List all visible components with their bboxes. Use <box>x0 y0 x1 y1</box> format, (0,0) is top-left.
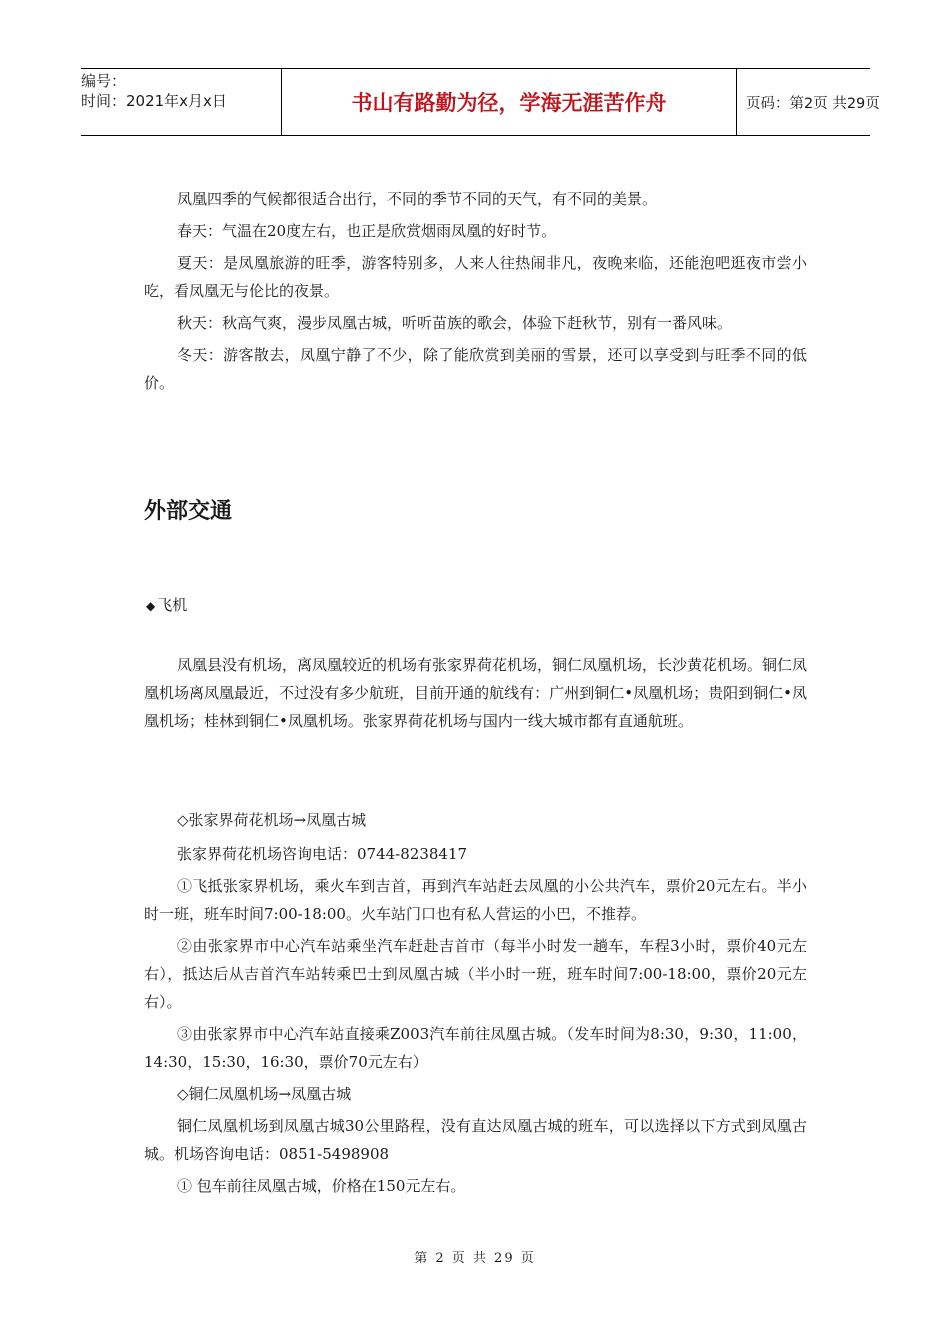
zhangjiajie-phone: 张家界荷花机场咨询电话：0744-8238417 <box>177 845 468 863</box>
route-option-2: ②由张家界市中心汽车站乘坐汽车赶赴吉首市（每半小时发一趟车，车程3小时，票价40元左右），抵达后从吉首汽车站转乘巴士到凤凰古城（半小时一班，班车时间7:00-18:00，票价20元左右）。 <box>144 937 807 1011</box>
tongren-option-1: ① 包车前往凤凰古城，价格在150元左右。 <box>177 1177 466 1195</box>
climate-winter: 冬天：游客散去，凤凰宁静了不少，除了能欣赏到美丽的雪景，还可以享受到与旺季不同的低价。 <box>144 346 807 392</box>
header-meta <box>81 69 281 135</box>
bullet-label: 飞机 <box>157 596 188 614</box>
date-label: 时间：2021年x月x日 <box>81 92 227 110</box>
climate-summer: 夏天：是凤凰旅游的旺季，游客特别多，人来人往热闹非凡，夜晚来临，还能泡吧逛夜市尝小吃，看凤凰无与伦比的夜景。 <box>144 254 807 300</box>
header-page-label: 页码：第2页 共29页 <box>746 95 880 112</box>
section-heading: 外部交通 <box>144 499 233 524</box>
airport-intro <box>144 651 807 735</box>
intro-paragraph: 凤凰县没有机场，离凤凰较近的机场有张家界荷花机场，铜仁凤凰机场，长沙黄花机场。铜仁凤凰机场离凤凰最近，不过没有多少航班，目前开通的航线有：广州到铜仁•凤凰机场；贵阳到铜仁•凤凰机场；桂林到铜仁•凤凰机场。张家界荷花机场与国内一线大城市都有直通航班。 <box>144 656 808 730</box>
route-option-1: ①飞抵张家界机场，乘火车到吉首，再到汽车站赶去凤凰的小公共汽车，票价20元左右。半小时一班，班车时间7:00-18:00。火车站门口也有私人营运的小巴，不推荐。 <box>144 877 807 923</box>
climate-section <box>144 185 807 397</box>
page-header <box>81 68 880 136</box>
tongren-info: 铜仁凤凰机场到凤凰古城30公里路程，没有直达凤凰古城的班车，可以选择以下方式到凤凰古城。机场咨询电话：0851-5498908 <box>144 1117 807 1163</box>
diamond-bullet-icon: ◆ <box>146 599 156 613</box>
header-motto: 书山有路勤为径，学海无涯苦作舟 <box>281 69 737 135</box>
climate-autumn: 秋天：秋高气爽，漫步凤凰古城，听听苗族的歌会，体验下赶秋节，别有一番风味。 <box>177 314 733 332</box>
climate-spring: 春天：气温在20度左右，也正是欣赏烟雨凤凰的好时节。 <box>177 222 557 240</box>
page-footer: 第 2 页 共 29 页 <box>414 1251 536 1266</box>
climate-intro: 凤凰四季的气候都很适合出行，不同的季节不同的天气，有不同的美景。 <box>177 190 658 208</box>
bullet-heading <box>146 594 187 615</box>
routes-section <box>144 806 807 1200</box>
number-label: 编号： <box>81 72 127 90</box>
route-option-3: ③由张家界市中心汽车站直接乘Z003汽车前往凤凰古城。（发车时间为8:30，9:30，11:00，14:30，15:30，16:30，票价70元左右） <box>144 1025 807 1071</box>
route-heading-zhangjiajie: ◇张家界荷花机场→凤凰古城 <box>177 811 367 829</box>
route-heading-tongren: ◇铜仁凤凰机场→凤凰古城 <box>177 1085 352 1103</box>
